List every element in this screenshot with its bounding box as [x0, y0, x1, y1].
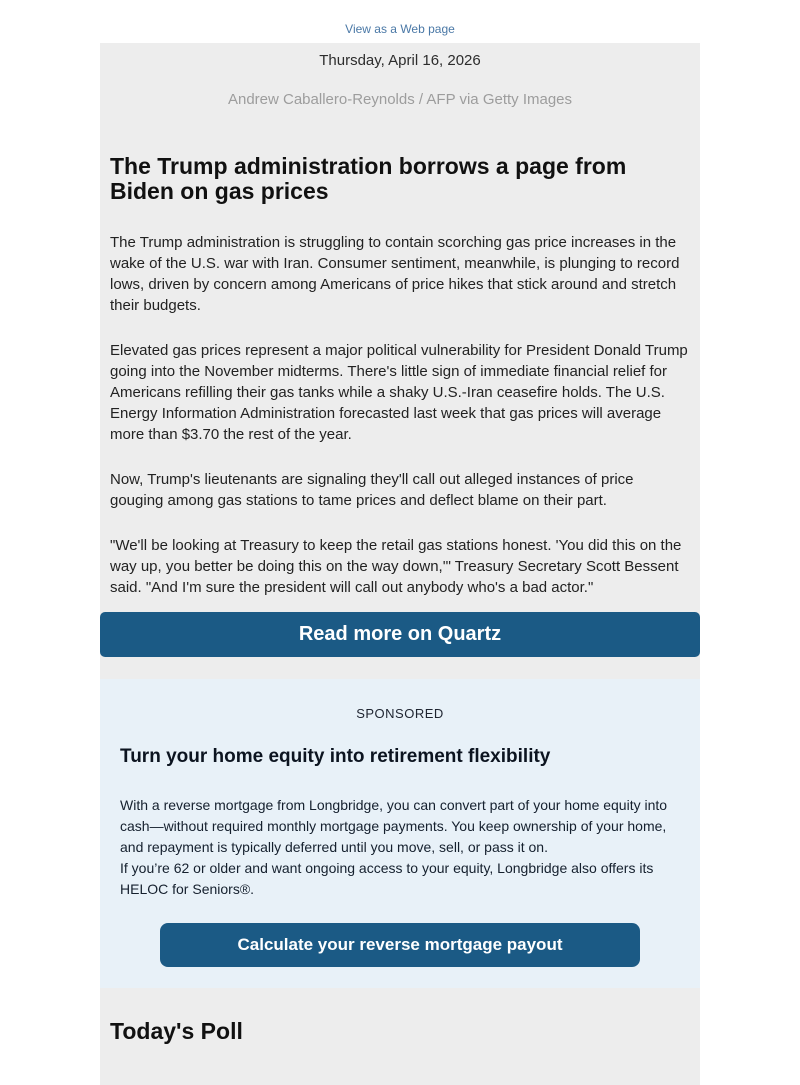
article-section — [100, 43, 700, 679]
email-body — [100, 43, 700, 1085]
email-header-bar — [0, 0, 800, 43]
article-paragraph: Now, Trump's lieutenants are signaling they'll call out alleged instances of price gouging among gas stations to tame prices and deflect blame on their part. — [110, 471, 634, 509]
sponsored-label: SPONSORED — [356, 706, 444, 721]
article-paragraph: Elevated gas prices represent a major political vulnerability for President Donald Trump going into the November midterms. There's little sign of immediate financial relief for Americans refilling their gas tanks while a shaky U.S.-Iran ceasefire holds. The U.S. Energy Information Administration forecasted last week that gas prices will average more than $3.70 the rest of the year. — [110, 342, 688, 443]
sponsored-section — [100, 679, 700, 988]
article-headline: The Trump administration borrows a page from Biden on gas prices — [110, 153, 627, 204]
calculate-payout-button[interactable]: Calculate your reverse mortgage payout — [160, 923, 640, 967]
todays-poll-section — [100, 988, 700, 1085]
read-more-button[interactable]: Read more on Quartz — [100, 612, 700, 657]
article-paragraph: The Trump administration is struggling to contain scorching gas price increases in the wake of the U.S. war with Iran. Consumer sentiment, meanwhile, is plunging to record lows, driven by concern among Americans of price hikes that stick around and stretch their budgets. — [110, 234, 680, 314]
view-as-web-page-link[interactable]: View as a Web page — [345, 22, 455, 36]
todays-poll-heading: Today's Poll — [110, 1018, 243, 1044]
sponsored-paragraph: With a reverse mortgage from Longbridge, you can convert part of your home equity into cash—without required monthly mortgage payments. You keep ownership of your home, and repayment is typically deferred until you move, sell, or pass it on. — [120, 797, 668, 855]
photo-credit: Andrew Caballero-Reynolds / AFP via Getty Images — [227, 91, 573, 108]
issue-date: Thursday, April 16, 2026 — [319, 52, 481, 69]
sponsored-headline: Turn your home equity into retirement flexibility — [120, 746, 551, 767]
sponsored-paragraph: If you’re 62 or older and want ongoing access to your equity, Longbridge also offers its HELOC for Seniors®. — [120, 860, 654, 897]
article-paragraph: "We'll be looking at Treasury to keep the retail gas stations honest. 'You did this on the way up, you better be doing this on the way down,'" Treasury Secretary Scott Bessent said. "And I'm sure the president will call out anybody who's a bad actor." — [110, 537, 682, 596]
